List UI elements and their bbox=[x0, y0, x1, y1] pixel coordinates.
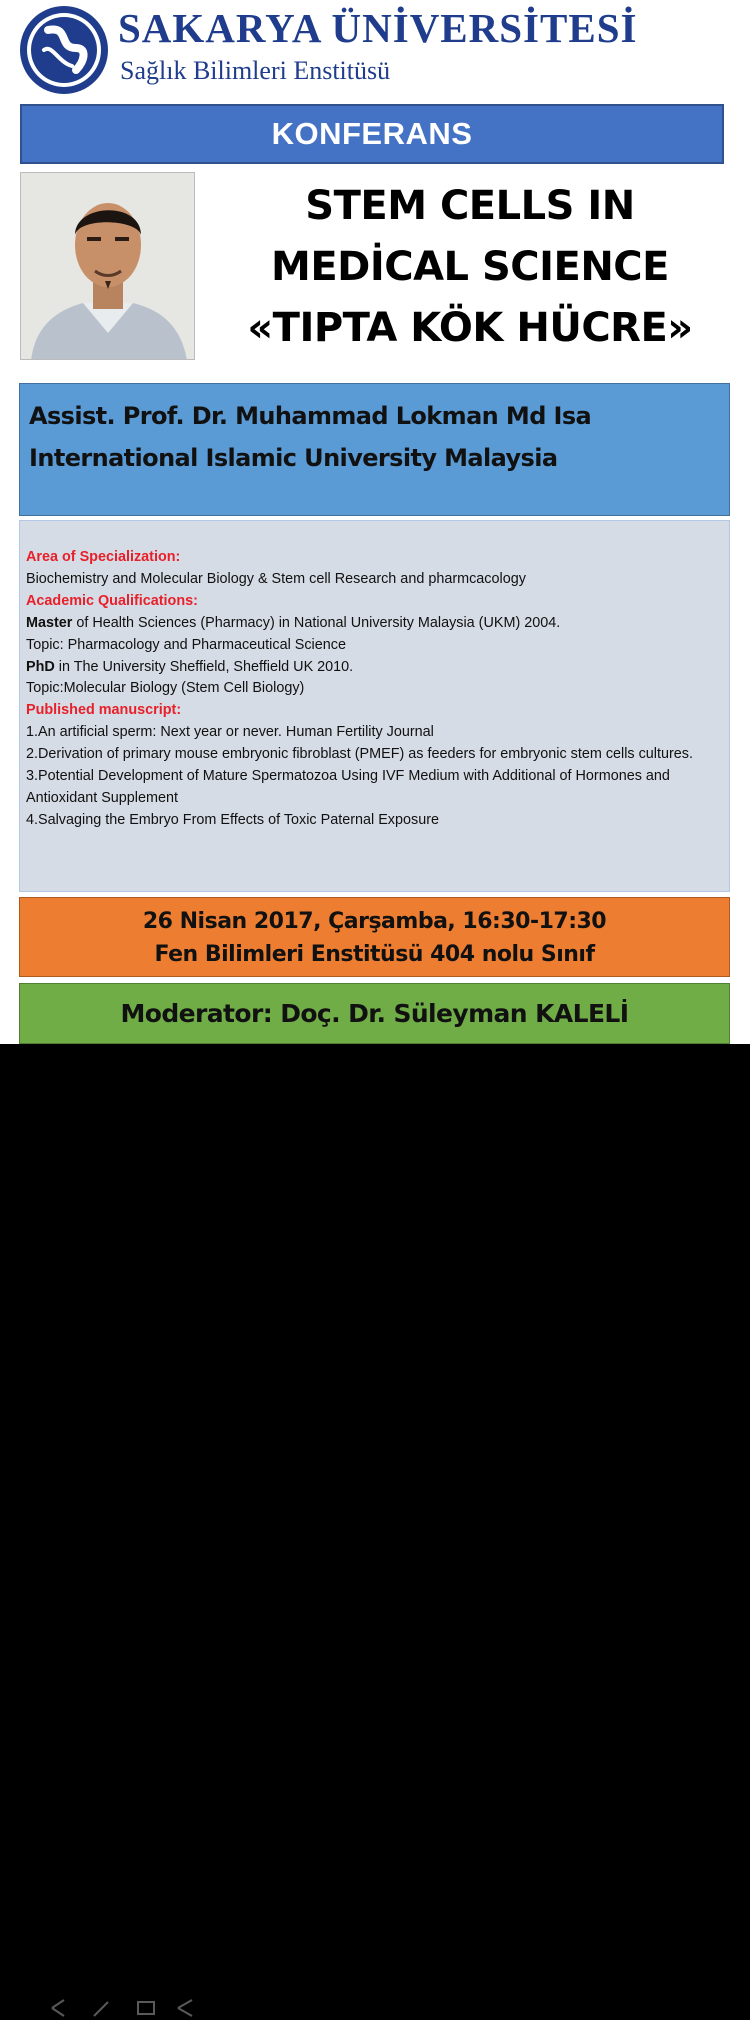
manuscript-item: 4.Salvaging the Embryo From Effects of Toxic Paternal Exposure bbox=[26, 811, 439, 828]
speaker-box bbox=[19, 383, 730, 516]
event-date-time: 26 Nisan 2017, Çarşamba, 16:30-17:30 bbox=[142, 909, 607, 934]
speaker-photo bbox=[20, 172, 195, 360]
moderator-text: Moderator: Doç. Dr. Süleyman KALELİ bbox=[120, 999, 629, 1028]
university-name: SAKARYA ÜNİVERSİTESİ bbox=[118, 5, 638, 51]
title-line-3: «TIPTA KÖK HÜCRE» bbox=[247, 305, 693, 351]
phd-qualification bbox=[26, 657, 729, 679]
moderator-banner bbox=[19, 983, 730, 1044]
master-topic: Topic: Pharmacology and Pharmaceutical Science bbox=[26, 636, 346, 653]
konferans-banner bbox=[20, 104, 724, 164]
speaker-affiliation: International Islamic University Malaysia bbox=[29, 444, 558, 472]
manuscript-item: 1.An artificial sperm: Next year or never. Human Fertility Journal bbox=[26, 724, 434, 741]
phd-text: in The University Sheffield, Sheffield UK 2010. bbox=[54, 658, 354, 675]
event-location: Fen Bilimleri Enstitüsü 404 nolu Sınıf bbox=[154, 942, 595, 967]
speaker-name: Assist. Prof. Dr. Muhammad Lokman Md Isa bbox=[29, 402, 592, 430]
phd-topic: Topic:Molecular Biology (Stem Cell Biology) bbox=[26, 680, 305, 697]
schedule-banner bbox=[19, 897, 730, 977]
title-line-2: MEDİCAL SCIENCE bbox=[271, 244, 669, 290]
specialization-text: Biochemistry and Molecular Biology & Stem cell Research and pharmcacology bbox=[26, 570, 526, 587]
qualifications-heading: Academic Qualifications: bbox=[26, 592, 198, 609]
faint-overlay-icons bbox=[48, 1996, 218, 2020]
master-label: Master bbox=[26, 614, 73, 631]
phd-label: PhD bbox=[26, 658, 55, 675]
speaker-bio bbox=[19, 520, 730, 892]
master-text: of Health Sciences (Pharmacy) in National University Malaysia (UKM) 2004. bbox=[72, 614, 561, 631]
manuscript-item: 3.Potential Development of Mature Spermatozoa Using IVF Medium with Additional of Hormones and Antioxidant Supplement bbox=[26, 768, 670, 806]
header bbox=[0, 0, 750, 104]
title-line-1: STEM CELLS IN bbox=[305, 183, 635, 229]
manuscripts-heading: Published manuscript: bbox=[26, 702, 182, 719]
university-logo-icon bbox=[18, 4, 110, 96]
speaker-portrait-image bbox=[21, 173, 195, 360]
specialization-heading: Area of Specialization: bbox=[26, 549, 181, 565]
manuscript-item: 2.Derivation of primary mouse embryonic fibroblast (PMEF) as feeders for embryonic stem cells cultures. bbox=[26, 746, 693, 763]
institute-name: Sağlık Bilimleri Enstitüsü bbox=[120, 56, 391, 85]
event-type-label: KONFERANS bbox=[271, 116, 473, 151]
talk-title bbox=[210, 176, 730, 359]
master-qualification bbox=[26, 613, 729, 635]
